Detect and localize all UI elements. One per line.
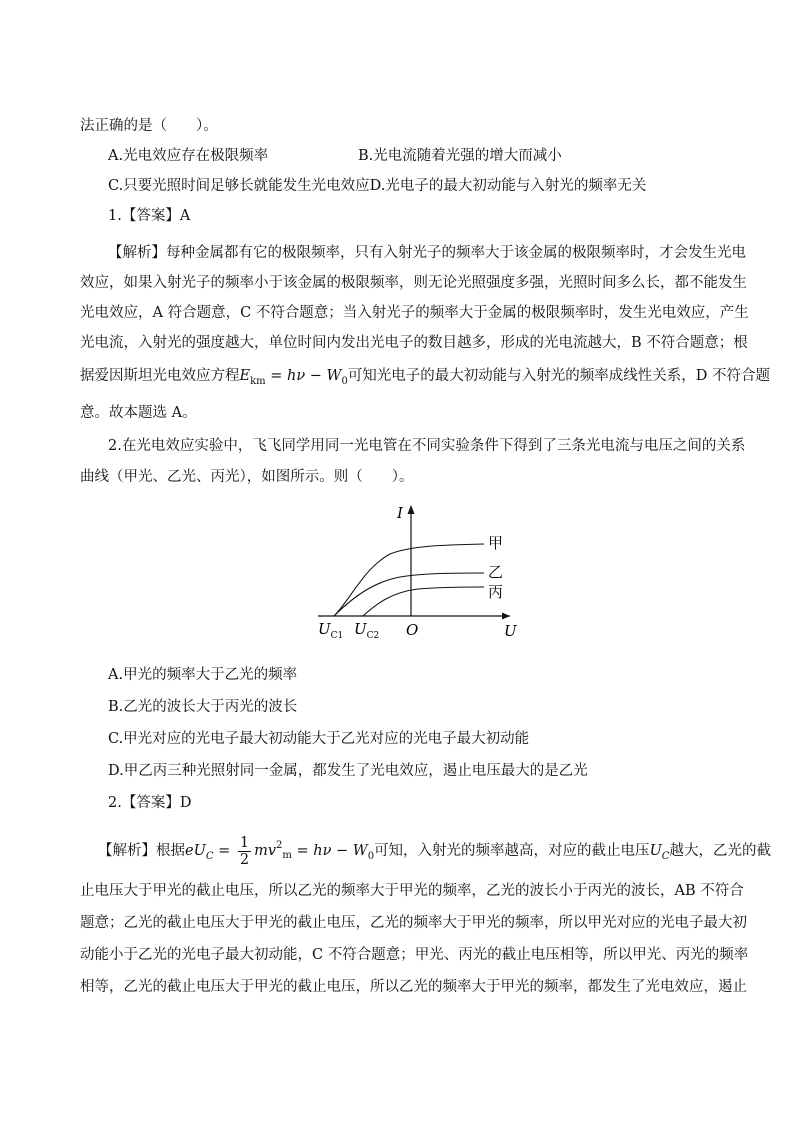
q1-explanation-line: 光电效应，A 符合题意，C 不符合题意；当入射光子的频率大于金属的极限频率时，发生光电效应，产生 xyxy=(80,305,749,321)
origin-label: O xyxy=(406,621,419,639)
curve-label-jia: 甲 xyxy=(488,534,504,552)
curve-jia xyxy=(334,544,484,616)
q1-stem-end: 法正确的是（ ）。 xyxy=(80,118,218,134)
uc2-label: $U_{C2}$ xyxy=(354,620,380,640)
q2-stem-line: 2.在光电效应实验中，飞飞同学用同一光电管在不同实验条件下得到了三条光电流与电压之间的关系 xyxy=(108,438,746,454)
cutoff-voltage-symbol: $U_C$ xyxy=(649,843,670,862)
curve-bing xyxy=(363,587,484,616)
q1-explanation-line: 效应，如果入射光子的频率小于该金属的极限频率，则无论光照强度多强，光照时间多么长，都不能发生 xyxy=(80,275,747,291)
q1-exp-text-post: 可知光电子的最大初动能与入射光的频率成线性关系，D 不符合题 xyxy=(347,368,771,384)
q1-explanation-line: 【解析】每种金属都有它的极限频率，只有入射光子的频率大于该金属的极限频率时，才会发生光电 xyxy=(108,245,746,261)
q2-exp-text-post: 越大，乙光的截 xyxy=(669,843,771,859)
cutoff-voltage-equation: $eU_C$ = $\frac{1}{2}$ $mv_{^2m} = h\nu - W_0$ xyxy=(185,834,375,868)
q2-exp-text-pre: 【解析】根据 xyxy=(98,843,185,859)
u-axis-label: U xyxy=(504,622,517,640)
q1-option-a: A.光电效应存在极限频率 xyxy=(108,148,269,164)
i-axis-arrow xyxy=(408,505,415,514)
curve-yi xyxy=(334,573,484,616)
q1-explanation-formula-line xyxy=(80,366,771,392)
q2-option-d: D.甲乙丙三种光照射同一金属，都发生了光电效应，遏止电压最大的是乙光 xyxy=(108,763,588,779)
q2-option-a: A.甲光的频率大于乙光的频率 xyxy=(108,667,298,683)
q2-explanation-line: 止电压大于甲光的截止电压，所以乙光的频率大于甲光的频率，乙光的波长小于丙光的波长，AB 不符合 xyxy=(80,883,744,899)
q1-explanation-line: 意。故本题选 A。 xyxy=(80,405,197,421)
q2-option-b: B.乙光的波长大于丙光的波长 xyxy=(108,699,298,715)
q2-exp-text-mid: 可知，入射光的频率越高，对应的截止电压 xyxy=(374,843,650,859)
iv-curve-graph xyxy=(310,500,520,640)
q2-explanation-line: 相等，乙光的截止电压大于甲光的截止电压，所以乙光的频率大于甲光的频率，都发生了光电效应，遏止 xyxy=(80,979,747,995)
u-axis-arrow xyxy=(502,613,510,620)
i-axis-label: I xyxy=(397,504,403,522)
q1-option-cd: C.只要光照时间足够长就能发生光电效应D.光电子的最大初动能与入射光的频率无关 xyxy=(108,178,647,194)
q2-stem-line: 曲线（甲光、乙光、丙光），如图所示。则（ ）。 xyxy=(80,469,414,485)
q1-explanation-line: 光电流，入射光的强度越大，单位时间内发出光电子的数目越多，形成的光电流越大，B 不符合题意；根 xyxy=(80,335,748,351)
uc1-label: $U_{C1}$ xyxy=(318,620,344,640)
q1-option-b: B.光电流随着光强的增大而减小 xyxy=(358,148,562,164)
q1-exp-text-pre: 据爱因斯坦光电效应方程 xyxy=(80,368,240,384)
curve-label-bing: 丙 xyxy=(488,583,504,601)
q2-explanation-formula-line xyxy=(98,834,771,874)
q2-option-c: C.甲光对应的光电子最大初动能大于乙光对应的光电子最大初动能 xyxy=(108,731,530,747)
einstein-equation: $E_{km} = h\nu - W_0$ xyxy=(239,368,348,387)
q2-answer: 2.【答案】D xyxy=(108,795,192,811)
q2-explanation-line: 题意；乙光的截止电压大于甲光的截止电压，乙光的频率大于甲光的频率，所以甲光对应的光电子最大初 xyxy=(80,915,747,931)
q2-explanation-line: 动能小于乙光的光电子最大初动能，C 不符合题意；甲光、丙光的截止电压相等，所以甲光、丙光的频率 xyxy=(80,947,749,963)
q1-answer: 1.【答案】A xyxy=(108,208,191,224)
curve-label-yi: 乙 xyxy=(488,563,504,581)
